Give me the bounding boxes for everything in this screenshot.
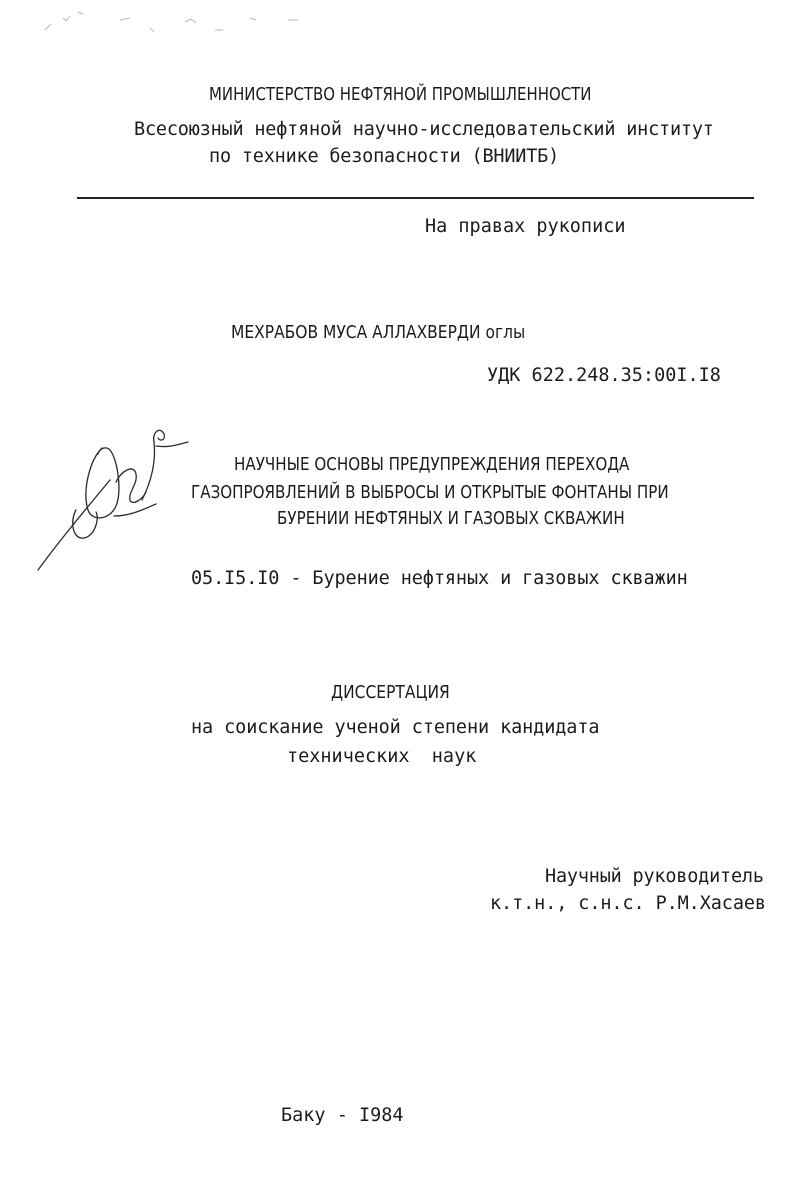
ministry-heading: МИНИСТЕРСТВО НЕФТЯНОЙ ПРОМЫШЛЕННОСТИ: [209, 84, 592, 105]
author-name: МЕХРАБОВ МУСА АЛЛАХВЕРДИ оглы: [231, 322, 526, 343]
specialty-code: 05.I5.I0 - Бурение нефтяных и газовых скважин: [191, 568, 688, 589]
handwritten-signature: [30, 420, 210, 580]
degree-line1: на соискание ученой степени кандидата: [191, 717, 600, 738]
rights-note: На правах рукописи: [425, 216, 626, 237]
supervisor-label: Научный руководитель: [545, 866, 764, 887]
dissertation-title-line2: ГАЗОПРОЯВЛЕНИЙ В ВЫБРОСЫ И ОТКРЫТЫЕ ФОНТАНЫ ПРИ: [191, 482, 669, 503]
document-type-heading: ДИССЕРТАЦИЯ: [331, 682, 450, 703]
dissertation-title-line3: БУРЕНИИ НЕФТЯНЫХ И ГАЗОВЫХ СКВАЖИН: [277, 508, 625, 529]
institute-name-line1: Всесоюзный нефтяной научно-исследовательский институт: [134, 119, 714, 140]
institute-name-line2: по технике безопасности (ВНИИТБ): [209, 146, 560, 167]
supervisor-name: к.т.н., с.н.с. Р.М.Хасаев: [490, 893, 766, 914]
city-year: Баку - I984: [281, 1105, 404, 1126]
degree-line2: технических наук: [287, 746, 477, 767]
dissertation-title-line1: НАУЧНЫЕ ОСНОВЫ ПРЕДУПРЕЖДЕНИЯ ПЕРЕХОДА: [234, 454, 630, 475]
udc-code: УДК 622.248.35:00I.I8: [487, 365, 721, 386]
scan-marks: [0, 0, 794, 60]
header-divider: [77, 197, 754, 199]
